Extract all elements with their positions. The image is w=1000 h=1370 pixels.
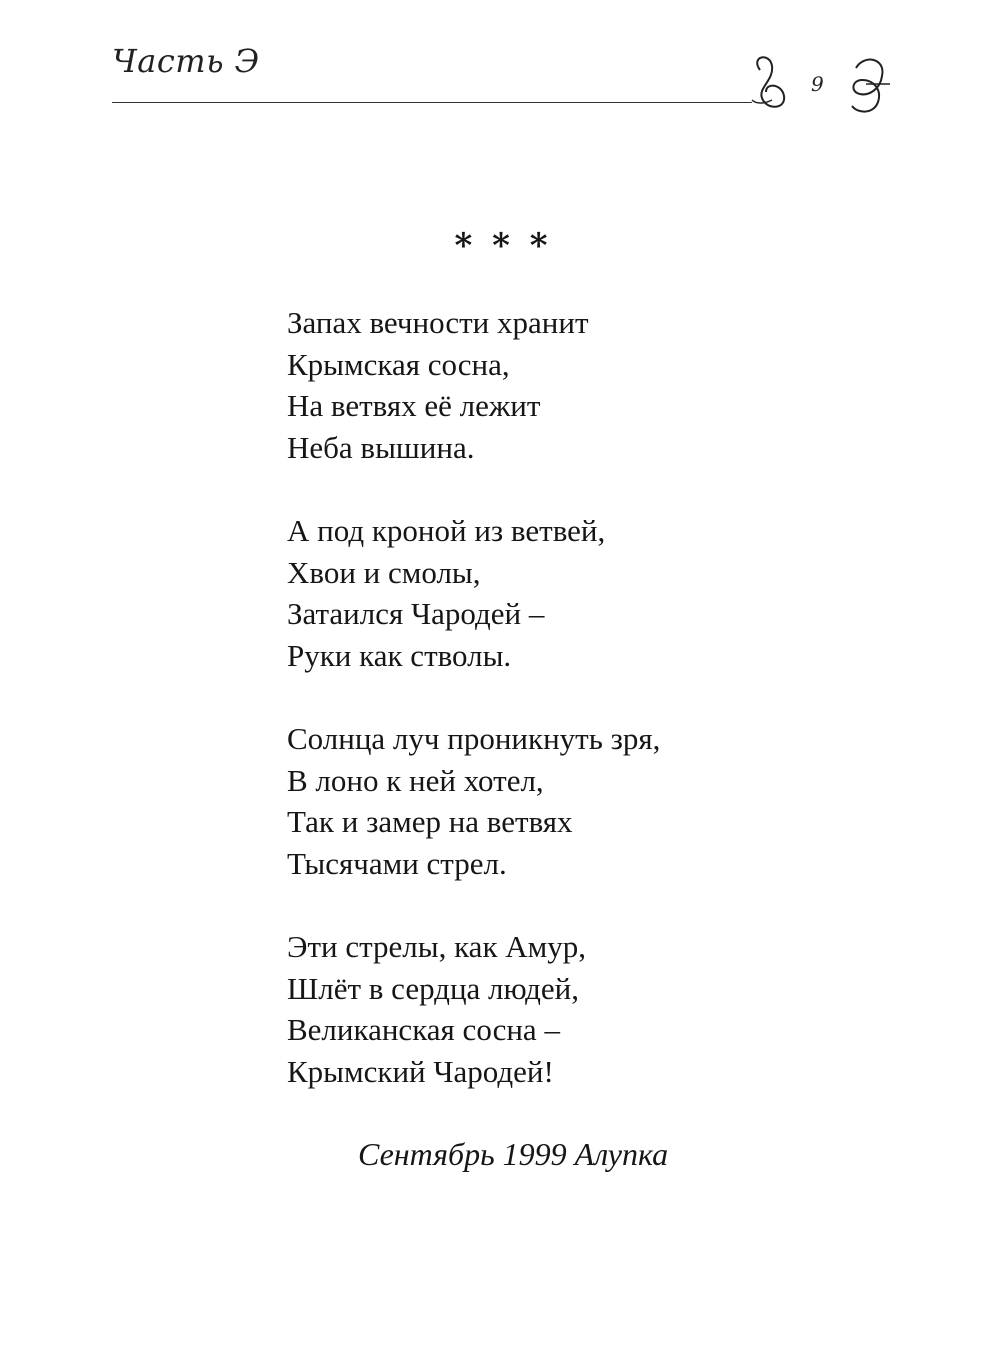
poem-line: Затаился Чародей – [287,596,545,631]
stanza [287,302,847,468]
poem-line: На ветвях её лежит [287,388,541,423]
poem-line: Хвои и смолы, [287,554,481,590]
poem-line: Неба вышина. [287,429,475,465]
header-rule [112,102,752,103]
poem-body [287,302,847,1134]
poem-signature: Сентябрь 1999 Алупка [358,1136,669,1172]
poem-line: А под кроной из ветвей, [287,513,606,548]
poem-line: Великанская сосна – [287,1012,560,1047]
poem-line: Солнца луч проникнуть зря, [287,721,661,756]
poem-line: Запах вечности хранит [287,305,589,340]
poem-line: Крымская сосна, [287,346,510,382]
poem-line: Руки как стволы. [287,637,512,673]
stanza [287,510,847,676]
poem-line: Так и замер на ветвях [287,804,573,839]
poem-line: В лоно к ней хотел, [287,762,544,798]
running-header-part: Часть Э [112,42,260,80]
poem-title: * * * [454,226,552,266]
poem-line: Крымский Чародей! [287,1053,554,1089]
poem-line: Шлёт в сердца людей, [287,970,579,1006]
poem-line: Эти стрелы, как Амур, [287,929,587,964]
stanza [287,718,847,884]
page-number: 9 [811,72,824,96]
stanza [287,926,847,1092]
poem-line: Тысячами стрел. [287,845,507,881]
